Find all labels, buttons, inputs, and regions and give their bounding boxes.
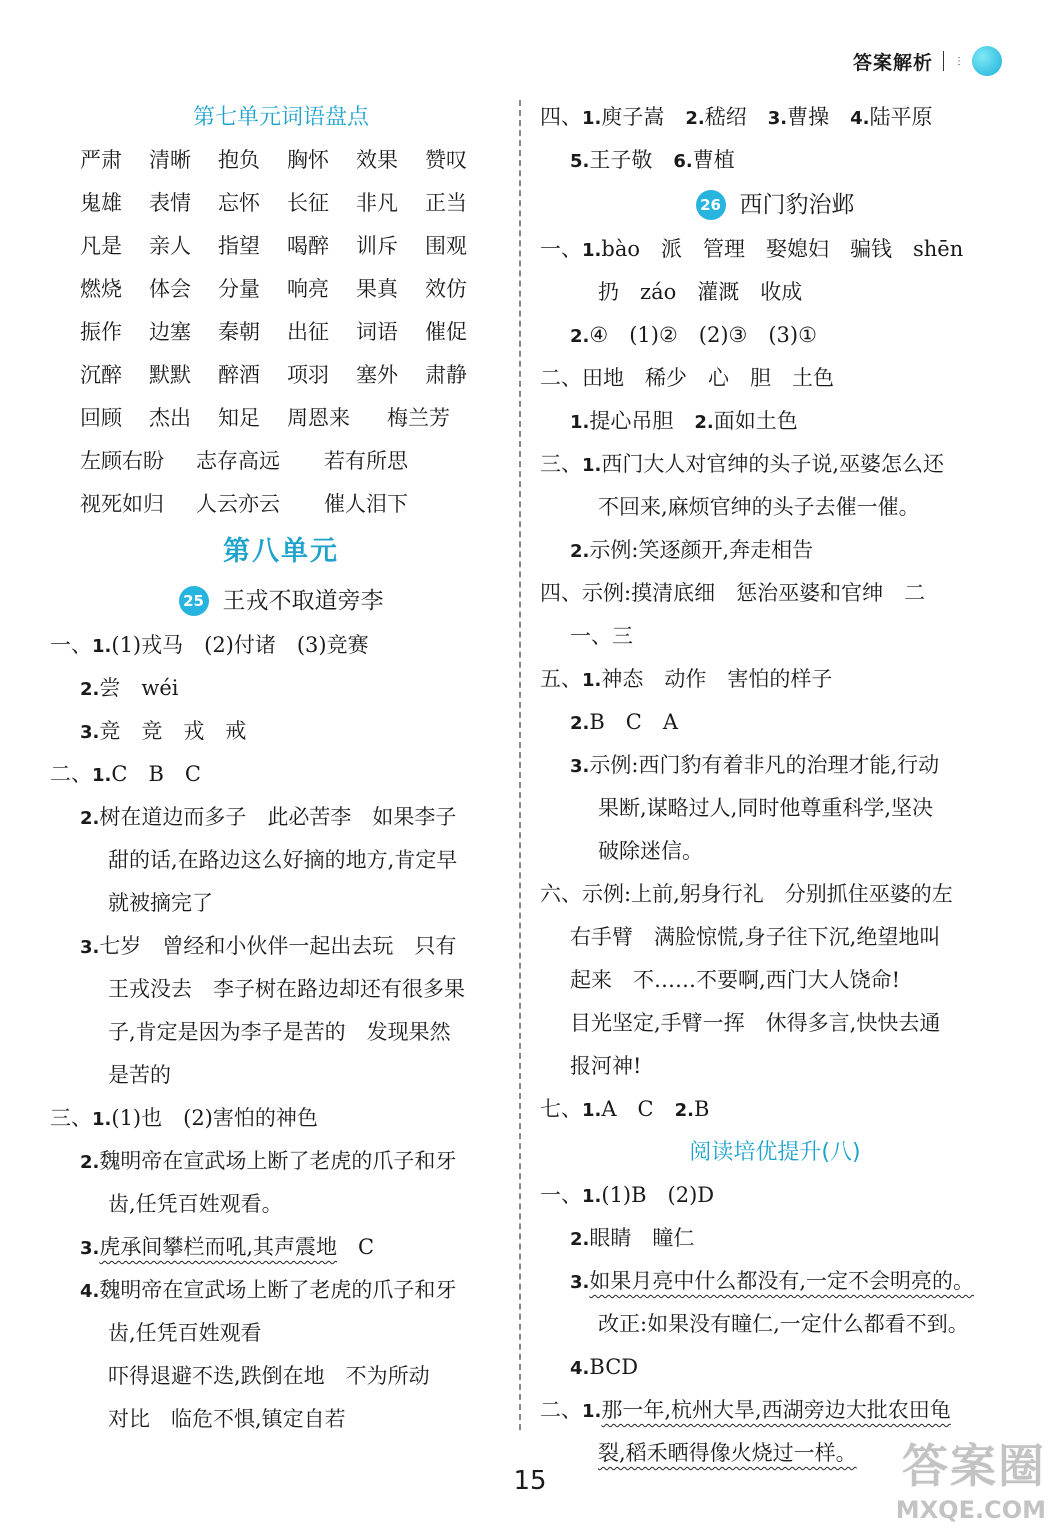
vocab-word: 边塞 bbox=[149, 320, 191, 344]
answer-text: 不回来,麻烦官绅的头子去催一催。 bbox=[598, 495, 920, 519]
item-number: 2. bbox=[570, 326, 590, 347]
item-number: 4. bbox=[570, 1358, 590, 1379]
item-number: 5. bbox=[570, 151, 590, 172]
item-number: 1. bbox=[92, 765, 112, 786]
answer-line bbox=[50, 624, 512, 667]
answer-text: BCD bbox=[589, 1355, 639, 1379]
vocab-word: 杰出 bbox=[149, 406, 191, 430]
vocab-word: 长征 bbox=[287, 191, 329, 215]
vocab-word: 严肃 bbox=[80, 148, 122, 172]
vocab-word: 忘怀 bbox=[218, 191, 260, 215]
vocab-word: 亲人 bbox=[149, 234, 191, 258]
answer-text: 提心吊胆 bbox=[589, 409, 695, 433]
answer-line bbox=[540, 400, 1010, 443]
lesson-title: 西门豹治邺 bbox=[739, 192, 855, 218]
answer-line bbox=[50, 1269, 512, 1312]
vocab-idiom: 左顾右盼 bbox=[80, 449, 164, 473]
answer-text: 西门大人对官绅的头子说,巫婆怎么还 bbox=[601, 452, 945, 476]
page-header bbox=[853, 46, 1002, 76]
right-answers-top bbox=[540, 96, 1010, 182]
item-number: 2. bbox=[570, 541, 590, 562]
answer-line bbox=[540, 228, 1010, 271]
answer-text: 王戎没去 李子树在路边却还有很多果 bbox=[108, 977, 465, 1001]
question-prefix: 三、 bbox=[50, 1106, 92, 1130]
question-prefix: 二、 bbox=[540, 366, 582, 390]
question-prefix: 一、 bbox=[540, 237, 582, 261]
item-number: 2. bbox=[685, 108, 705, 129]
answer-line bbox=[50, 667, 512, 710]
item-number: 2. bbox=[80, 1152, 100, 1173]
vocab-word: 回顾 bbox=[80, 406, 122, 430]
answer-line bbox=[50, 796, 512, 839]
answer-text: B bbox=[693, 1097, 710, 1121]
answer-line bbox=[540, 1174, 1010, 1217]
vocab-word: 果真 bbox=[356, 277, 398, 301]
answer-text: 示例:西门豹有着非凡的治理才能,行动 bbox=[589, 753, 940, 777]
question-prefix: 七、 bbox=[540, 1097, 582, 1121]
answer-text: 果断,谋略过人,同时他尊重科学,坚决 bbox=[598, 796, 934, 820]
item-number: 3. bbox=[570, 1272, 590, 1293]
item-number: 4. bbox=[80, 1281, 100, 1302]
watermark bbox=[896, 1430, 1046, 1524]
circle-logo-icon bbox=[972, 46, 1002, 76]
answer-text: 田地 稀少 心 胆 土色 bbox=[582, 366, 834, 390]
answer-text: 那一年,杭州大旱,西湖旁边大批农田龟 bbox=[601, 1398, 951, 1422]
vocab-word: 燃烧 bbox=[80, 277, 122, 301]
vocab-word: 秦朝 bbox=[218, 320, 260, 344]
answer-line bbox=[540, 1389, 1010, 1432]
answer-text: A C bbox=[601, 1097, 675, 1121]
vocab-word: 体会 bbox=[149, 277, 191, 301]
answer-line bbox=[540, 443, 1010, 486]
left-answers bbox=[50, 624, 512, 1441]
answer-text: 王子敬 bbox=[589, 148, 674, 172]
question-prefix: 五、 bbox=[540, 667, 582, 691]
vocab-word: 塞外 bbox=[356, 363, 398, 387]
watermark-logo: 答案圈 bbox=[902, 1439, 1046, 1493]
vocab-idiom: 视死如归 bbox=[80, 492, 164, 516]
vocab-word: 沉醉 bbox=[80, 363, 122, 387]
answer-line bbox=[50, 1312, 512, 1355]
item-number: 1. bbox=[582, 1401, 602, 1422]
answer-line bbox=[50, 1140, 512, 1183]
question-prefix: 一、 bbox=[50, 633, 92, 657]
answer-text: 示例:笑逐颜开,奔走相告 bbox=[589, 538, 814, 562]
answer-text: 右手臂 满脸惊慌,身子往下沉,绝望地叫 bbox=[570, 925, 941, 949]
answer-text: 嵇绍 bbox=[704, 105, 768, 129]
lesson-heading-26 bbox=[540, 182, 1010, 228]
answer-line bbox=[50, 1226, 512, 1269]
vocab-word: 效仿 bbox=[425, 277, 467, 301]
answer-line bbox=[540, 830, 1010, 873]
answer-text: 神态 动作 害怕的样子 bbox=[601, 667, 833, 691]
header-title: 答案解析 bbox=[852, 51, 933, 74]
answer-line bbox=[540, 1346, 1010, 1389]
vocab-word: 指望 bbox=[218, 234, 260, 258]
answer-line bbox=[540, 1303, 1010, 1346]
vocab-word: 默默 bbox=[149, 363, 191, 387]
lesson-heading-25 bbox=[50, 578, 512, 624]
answer-text: bào 派 管理 娶媳妇 骗钱 shēn bbox=[601, 237, 964, 261]
lesson-number-badge: 26 bbox=[696, 190, 726, 220]
item-number: 1. bbox=[582, 108, 602, 129]
item-number: 1. bbox=[570, 412, 590, 433]
answer-text: 曹操 bbox=[787, 105, 851, 129]
answer-text: 陆平原 bbox=[869, 105, 933, 129]
question-prefix: 二、 bbox=[50, 762, 92, 786]
answer-text: (1)也 (2)害怕的神色 bbox=[111, 1106, 318, 1130]
left-column bbox=[50, 96, 512, 1441]
answer-line bbox=[540, 357, 1010, 400]
answer-text: 眼睛 瞳仁 bbox=[589, 1226, 695, 1250]
answer-text: 吓得退避不迭,跌倒在地 不为所动 bbox=[108, 1364, 430, 1388]
vocab-row-names bbox=[50, 397, 512, 440]
answer-text: 曹植 bbox=[692, 148, 735, 172]
lesson-number-badge: 25 bbox=[179, 586, 209, 616]
answer-text: 对比 临危不惧,镇定自若 bbox=[108, 1407, 346, 1431]
vocab-word: 凡是 bbox=[80, 234, 122, 258]
vocab-word: 清晰 bbox=[149, 148, 191, 172]
question-prefix: 四、 bbox=[540, 581, 582, 605]
answer-line bbox=[540, 572, 1010, 615]
answer-line bbox=[540, 1217, 1010, 1260]
item-number: 1. bbox=[92, 636, 112, 657]
item-number: 3. bbox=[80, 1238, 100, 1259]
answer-text: 魏明帝在宣武场上断了老虎的爪子和牙 bbox=[99, 1278, 457, 1302]
unit-title: 第八单元 bbox=[223, 536, 339, 567]
item-number: 3. bbox=[570, 756, 590, 777]
vocab-word: 抱负 bbox=[218, 148, 260, 172]
answer-text: 竞 竞 戎 戒 bbox=[99, 719, 247, 743]
item-number: 2. bbox=[694, 412, 714, 433]
vocab-word: 醉酒 bbox=[218, 363, 260, 387]
vocab-word: 分量 bbox=[218, 277, 260, 301]
vocab-word: 周恩来 bbox=[287, 406, 350, 430]
answer-text: 面如土色 bbox=[713, 409, 798, 433]
vocab-section-title: 第七单元词语盘点 bbox=[192, 105, 369, 130]
item-number: 3. bbox=[767, 108, 788, 129]
vocab-idiom: 人云亦云 bbox=[196, 492, 280, 516]
item-number: 1. bbox=[92, 1109, 112, 1130]
lesson-title: 王戎不取道旁李 bbox=[222, 588, 384, 614]
vocab-word: 训斥 bbox=[356, 234, 398, 258]
answer-line bbox=[540, 1002, 1010, 1045]
answer-line bbox=[50, 1183, 512, 1226]
item-number: 2. bbox=[674, 1100, 694, 1121]
answer-text: 树在道边而多子 此必苦李 如果李子 bbox=[99, 805, 457, 829]
answer-line bbox=[540, 529, 1010, 572]
answer-line bbox=[50, 925, 512, 968]
answer-text: 魏明帝在宣武场上断了老虎的爪子和牙 bbox=[99, 1149, 457, 1173]
answer-line bbox=[540, 96, 1010, 139]
item-number: 1. bbox=[582, 240, 602, 261]
answer-text: (1)B (2)D bbox=[601, 1183, 715, 1207]
vocab-word: 效果 bbox=[356, 148, 398, 172]
vocab-word: 表情 bbox=[149, 191, 191, 215]
vocab-word: 响亮 bbox=[287, 277, 329, 301]
answer-text: 甜的话,在路边这么好摘的地方,肯定早 bbox=[108, 848, 458, 872]
answer-line bbox=[50, 1097, 512, 1140]
answer-text: B C A bbox=[589, 710, 679, 734]
answer-line bbox=[50, 1398, 512, 1441]
answer-line bbox=[540, 139, 1010, 182]
item-number: 2. bbox=[570, 1229, 590, 1250]
vocab-word: 出征 bbox=[287, 320, 329, 344]
item-number: 6. bbox=[673, 151, 693, 172]
vocab-grid bbox=[50, 139, 512, 397]
answer-text: 示例:上前,躬身行礼 分别抓住巫婆的左 bbox=[582, 882, 953, 906]
answer-text: 裂,稻禾晒得像火烧过一样。 bbox=[598, 1441, 857, 1465]
answer-line bbox=[50, 839, 512, 882]
answer-text: C B C bbox=[111, 762, 201, 786]
answer-text: 示例:摸清底细 惩治巫婆和官绅 二 bbox=[582, 581, 926, 605]
vocab-word: 催促 bbox=[425, 320, 467, 344]
vocab-word: 赞叹 bbox=[425, 148, 467, 172]
answer-text: 报河神! bbox=[570, 1054, 642, 1078]
item-number: 3. bbox=[80, 937, 100, 958]
vocab-word: 围观 bbox=[425, 234, 467, 258]
answer-text: 庾子嵩 bbox=[601, 105, 686, 129]
answer-text: 改正:如果没有瞳仁,一定什么都看不到。 bbox=[598, 1312, 969, 1336]
vocab-idiom: 催人泪下 bbox=[324, 492, 408, 516]
answer-text: 子,肯定是因为李子是苦的 发现果然 bbox=[108, 1020, 451, 1044]
item-number: 1. bbox=[582, 1186, 602, 1207]
header-separator bbox=[943, 51, 944, 71]
question-prefix: 六、 bbox=[540, 882, 582, 906]
vocab-word: 肃静 bbox=[425, 363, 467, 387]
answer-line bbox=[50, 710, 512, 753]
item-number: 3. bbox=[80, 722, 100, 743]
item-number: 1. bbox=[582, 670, 602, 691]
item-number: 2. bbox=[80, 679, 100, 700]
answer-line bbox=[540, 271, 1010, 314]
answer-line bbox=[540, 744, 1010, 787]
item-number: 1. bbox=[582, 1100, 602, 1121]
question-prefix: 三、 bbox=[540, 452, 582, 476]
answer-line bbox=[540, 1045, 1010, 1088]
answer-text: 起来 不……不要啊,西门大人饶命! bbox=[570, 968, 901, 992]
question-prefix: 一、 bbox=[540, 1183, 582, 1207]
vocab-word: 喝醉 bbox=[287, 234, 329, 258]
right-answers-lesson26 bbox=[540, 228, 1010, 1131]
vocab-word: 梅兰芳 bbox=[387, 406, 450, 430]
question-prefix: 四、 bbox=[540, 105, 582, 129]
vocab-word: 知足 bbox=[218, 406, 260, 430]
right-column bbox=[540, 96, 1010, 1475]
answer-text: 齿,任凭百姓观看。 bbox=[108, 1192, 283, 1216]
answer-text: 一、三 bbox=[570, 624, 633, 648]
vocab-idiom: 若有所思 bbox=[324, 449, 408, 473]
column-divider bbox=[519, 100, 521, 1430]
answer-text: 目光坚定,手臂一挥 休得多言,快快去通 bbox=[570, 1011, 941, 1035]
answer-line bbox=[540, 658, 1010, 701]
answer-line bbox=[50, 1011, 512, 1054]
answer-line bbox=[540, 615, 1010, 658]
vocab-idioms bbox=[50, 440, 512, 526]
answer-text: 破除迷信。 bbox=[598, 839, 703, 863]
vocab-word: 词语 bbox=[356, 320, 398, 344]
answer-line bbox=[540, 701, 1010, 744]
answer-text: 就被摘完了 bbox=[108, 891, 213, 915]
vocab-word: 鬼雄 bbox=[80, 191, 122, 215]
answer-text: 齿,任凭百姓观看 bbox=[108, 1321, 262, 1345]
answer-line bbox=[50, 1054, 512, 1097]
answer-line bbox=[540, 916, 1010, 959]
answer-text: C bbox=[337, 1235, 375, 1259]
answer-line bbox=[540, 1260, 1010, 1303]
answer-line bbox=[50, 882, 512, 925]
answer-line bbox=[540, 787, 1010, 830]
answer-line bbox=[540, 486, 1010, 529]
answer-text: 尝 wéi bbox=[99, 676, 179, 700]
item-number: 1. bbox=[582, 455, 602, 476]
page-number: 15 bbox=[513, 1466, 547, 1496]
vocab-word: 正当 bbox=[425, 191, 467, 215]
item-number: 4. bbox=[850, 108, 870, 129]
vocab-word: 胸怀 bbox=[287, 148, 329, 172]
answer-text: 虎承间攀栏而吼,其声震地 bbox=[99, 1235, 338, 1259]
answer-text: 扔 záo 灌溉 收成 bbox=[598, 280, 803, 304]
vocab-word: 项羽 bbox=[287, 363, 329, 387]
answer-line bbox=[540, 1088, 1010, 1131]
vocab-word: 振作 bbox=[80, 320, 122, 344]
watermark-url: MXQE.COM bbox=[895, 1496, 1046, 1524]
answer-line bbox=[50, 968, 512, 1011]
vocab-idiom: 志存高远 bbox=[196, 449, 280, 473]
answer-line bbox=[540, 959, 1010, 1002]
answer-text: (1)戎马 (2)付诸 (3)竞赛 bbox=[111, 633, 369, 657]
item-number: 2. bbox=[570, 713, 590, 734]
dots-icon: ⋮ bbox=[954, 55, 964, 67]
answer-line bbox=[50, 753, 512, 796]
question-prefix: 二、 bbox=[540, 1398, 582, 1422]
item-number: 2. bbox=[80, 808, 100, 829]
answer-line bbox=[540, 873, 1010, 916]
reading-section-title: 阅读培优提升(八) bbox=[689, 1140, 861, 1165]
answer-text: 是苦的 bbox=[108, 1063, 171, 1087]
answer-line bbox=[540, 314, 1010, 357]
vocab-word: 非凡 bbox=[356, 191, 398, 215]
answer-text: 七岁 曾经和小伙伴一起出去玩 只有 bbox=[99, 934, 457, 958]
answer-text: ④ (1)② (2)③ (3)① bbox=[589, 323, 817, 347]
answer-line bbox=[50, 1355, 512, 1398]
answer-text: 如果月亮中什么都没有,一定不会明亮的。 bbox=[589, 1269, 975, 1293]
